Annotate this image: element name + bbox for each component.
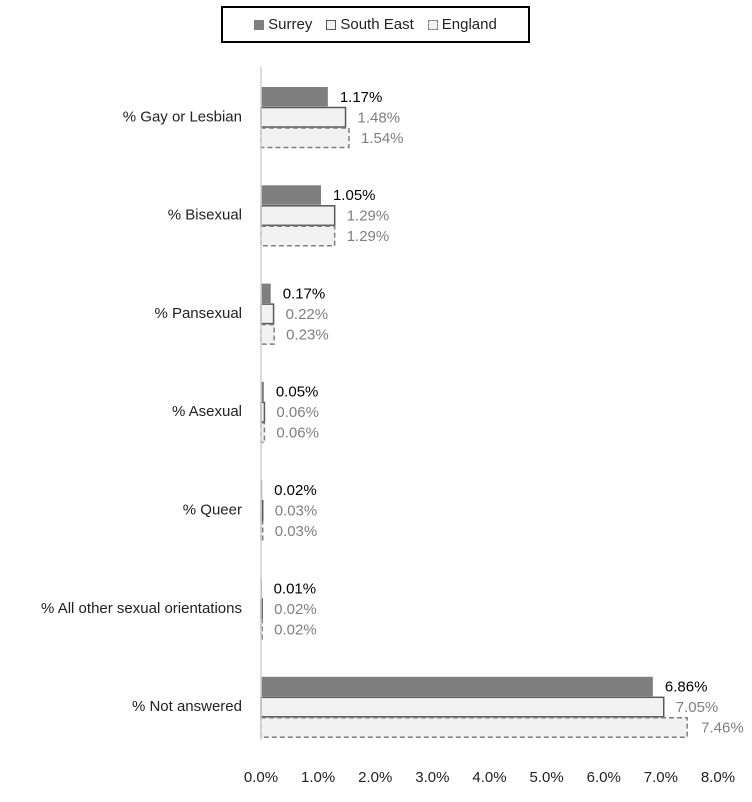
- data-label: 0.02%: [274, 481, 317, 499]
- x-tick-label: 5.0%: [529, 769, 564, 786]
- data-label: 0.17%: [282, 285, 326, 303]
- data-label: 1.29%: [346, 207, 390, 225]
- category-label: % Not answered: [131, 698, 242, 716]
- x-tick-label: 0.0%: [243, 769, 279, 786]
- legend-label-surrey: Surrey: [268, 16, 313, 33]
- x-tick-label: 6.0%: [586, 769, 621, 786]
- bar-south-east: [261, 206, 335, 226]
- x-tick-label: 4.0%: [472, 769, 507, 786]
- data-label: 1.17%: [339, 88, 383, 106]
- data-label: 7.46%: [701, 719, 744, 737]
- bar-south-east: [261, 697, 664, 717]
- x-tick-label: 7.0%: [643, 769, 678, 786]
- category-label: % Queer: [182, 501, 242, 519]
- data-label: 1.48%: [357, 109, 401, 127]
- x-tick-label: 2.0%: [358, 769, 393, 786]
- data-label: 0.22%: [285, 305, 329, 323]
- data-label: 1.54%: [360, 129, 404, 147]
- data-label: 7.05%: [675, 699, 719, 717]
- category-label: % Pansexual: [154, 304, 242, 322]
- bar-surrey: [261, 677, 653, 697]
- data-label: 0.02%: [274, 621, 317, 639]
- data-label: 0.05%: [275, 383, 319, 401]
- category-label: % All other sexual orientations: [41, 599, 242, 617]
- bar-surrey: [261, 185, 321, 205]
- bar-surrey: [261, 87, 328, 107]
- bar-england: [261, 128, 349, 148]
- category-label: % Gay or Lesbian: [122, 108, 242, 126]
- data-label: 1.05%: [332, 187, 376, 205]
- x-tick-label: 8.0%: [700, 769, 736, 786]
- bar-england: [261, 718, 687, 738]
- data-label: 0.06%: [276, 424, 319, 442]
- data-label: 0.03%: [274, 502, 318, 520]
- bar-england: [261, 226, 335, 246]
- bar-south-east: [261, 304, 274, 324]
- bar-south-east: [261, 108, 346, 128]
- category-label: % Bisexual: [167, 206, 242, 224]
- category-label: % Asexual: [171, 403, 242, 421]
- data-label: 6.86%: [664, 678, 708, 696]
- data-label: 0.23%: [286, 326, 329, 344]
- data-label: 0.06%: [276, 404, 319, 422]
- legend-label-england: England: [441, 16, 497, 33]
- data-label: 1.29%: [346, 228, 390, 246]
- data-label: 0.03%: [274, 522, 318, 540]
- data-label: 0.01%: [273, 580, 317, 598]
- bar-england: [261, 325, 274, 345]
- legend-label-south-east: South East: [340, 16, 414, 33]
- x-tick-label: 3.0%: [415, 769, 450, 786]
- x-tick-label: 1.0%: [301, 769, 336, 786]
- bar-surrey: [261, 284, 271, 304]
- data-label: 0.02%: [274, 600, 317, 618]
